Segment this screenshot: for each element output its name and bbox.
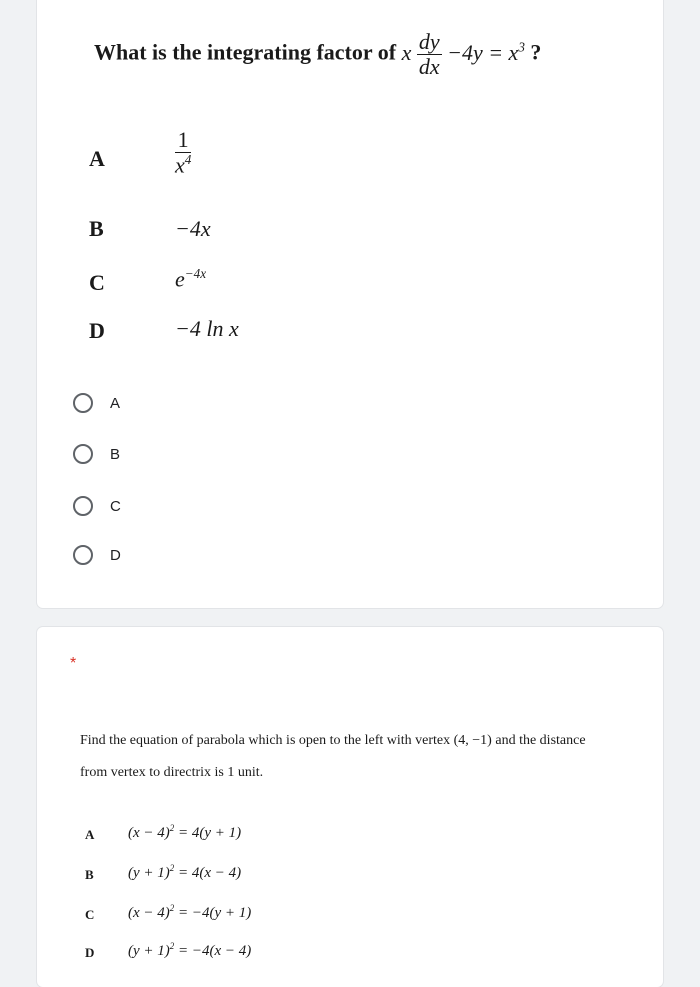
q2-option-c-lhs: (x − 4): [128, 905, 170, 921]
option-expr-c: [175, 266, 206, 292]
q2-option-expr-b: [128, 863, 241, 882]
q2-option-letter-c: C: [85, 907, 95, 922]
radio-label-d: D: [110, 546, 121, 564]
question-2-line-2: from vertex to directrix is 1 unit.: [80, 765, 264, 780]
equation-derivative: [417, 30, 442, 79]
question-1-text: [94, 30, 541, 79]
option-c-exponent: −4x: [184, 266, 207, 281]
radio-button-a[interactable]: [73, 393, 93, 413]
question-2-text-end: and the distance: [495, 733, 586, 748]
question-1-suffix: ?: [530, 39, 542, 65]
question-card-2: [37, 627, 663, 987]
option-a-denominator: [175, 153, 191, 178]
question-1-equation: [401, 29, 531, 80]
q2-option-a-exp: 2: [169, 823, 175, 833]
equation-exponent: 3: [518, 39, 525, 55]
q2-option-b-rhs: = 4(x − 4): [178, 865, 242, 881]
equation-rest: −4y = x: [447, 39, 519, 65]
q2-option-expr-a: [128, 823, 241, 842]
radio-choice-b[interactable]: [73, 439, 120, 469]
option-letter-d: D: [89, 318, 105, 343]
question-1-prefix: What is the integrating factor of: [94, 39, 397, 65]
option-letter-c: C: [89, 270, 105, 295]
q2-option-a-rhs: = 4(y + 1): [178, 825, 242, 841]
option-a-numerator: 1: [175, 128, 191, 153]
equation-x: x: [401, 39, 412, 65]
radio-choice-c[interactable]: [73, 491, 121, 521]
q2-option-b-exp: 2: [169, 863, 175, 873]
question-card-1: [37, 0, 663, 608]
radio-choice-a[interactable]: [73, 388, 120, 418]
q2-option-a-lhs: (x − 4): [128, 825, 170, 841]
q2-option-letter-a: A: [85, 827, 95, 842]
derivative-numerator: dy: [418, 29, 440, 54]
q2-option-d-lhs: (y + 1): [128, 943, 170, 959]
option-expr-a: [175, 128, 191, 178]
q2-option-letter-d: D: [85, 945, 95, 960]
radio-label-c: C: [110, 497, 121, 515]
required-asterisk: *: [70, 655, 77, 672]
radio-choice-d[interactable]: [73, 540, 121, 570]
q2-option-letter-b: B: [85, 867, 94, 882]
option-expr-d: −4 ln x: [175, 316, 239, 341]
derivative-denominator: dx: [418, 54, 440, 80]
option-c-base: e: [175, 266, 185, 292]
option-a-fraction: [175, 128, 191, 178]
option-letter-b: B: [89, 216, 104, 241]
q2-option-d-rhs: = −4(x − 4): [178, 943, 252, 959]
q2-option-expr-c: [128, 903, 251, 922]
radio-button-c[interactable]: [73, 496, 93, 516]
option-a-den-base: x: [175, 152, 185, 178]
radio-label-a: A: [110, 394, 121, 412]
q2-option-expr-d: [128, 941, 251, 960]
radio-button-d[interactable]: [73, 545, 93, 565]
option-letter-a: A: [89, 146, 105, 171]
q2-option-c-rhs: = −4(y + 1): [178, 905, 252, 921]
question-2-text-start: Find the equation of parabola which is open to the left with vertex: [80, 733, 451, 748]
option-expr-b: −4x: [175, 216, 211, 241]
q2-option-b-lhs: (y + 1): [128, 865, 170, 881]
radio-label-b: B: [110, 445, 121, 463]
radio-button-b[interactable]: [73, 444, 93, 464]
option-a-den-exp: 4: [184, 152, 192, 168]
question-2-vertex: (4, −1): [453, 733, 492, 748]
q2-option-c-exp: 2: [169, 903, 175, 913]
question-2-line-1: [80, 734, 640, 748]
q2-option-d-exp: 2: [169, 941, 175, 951]
